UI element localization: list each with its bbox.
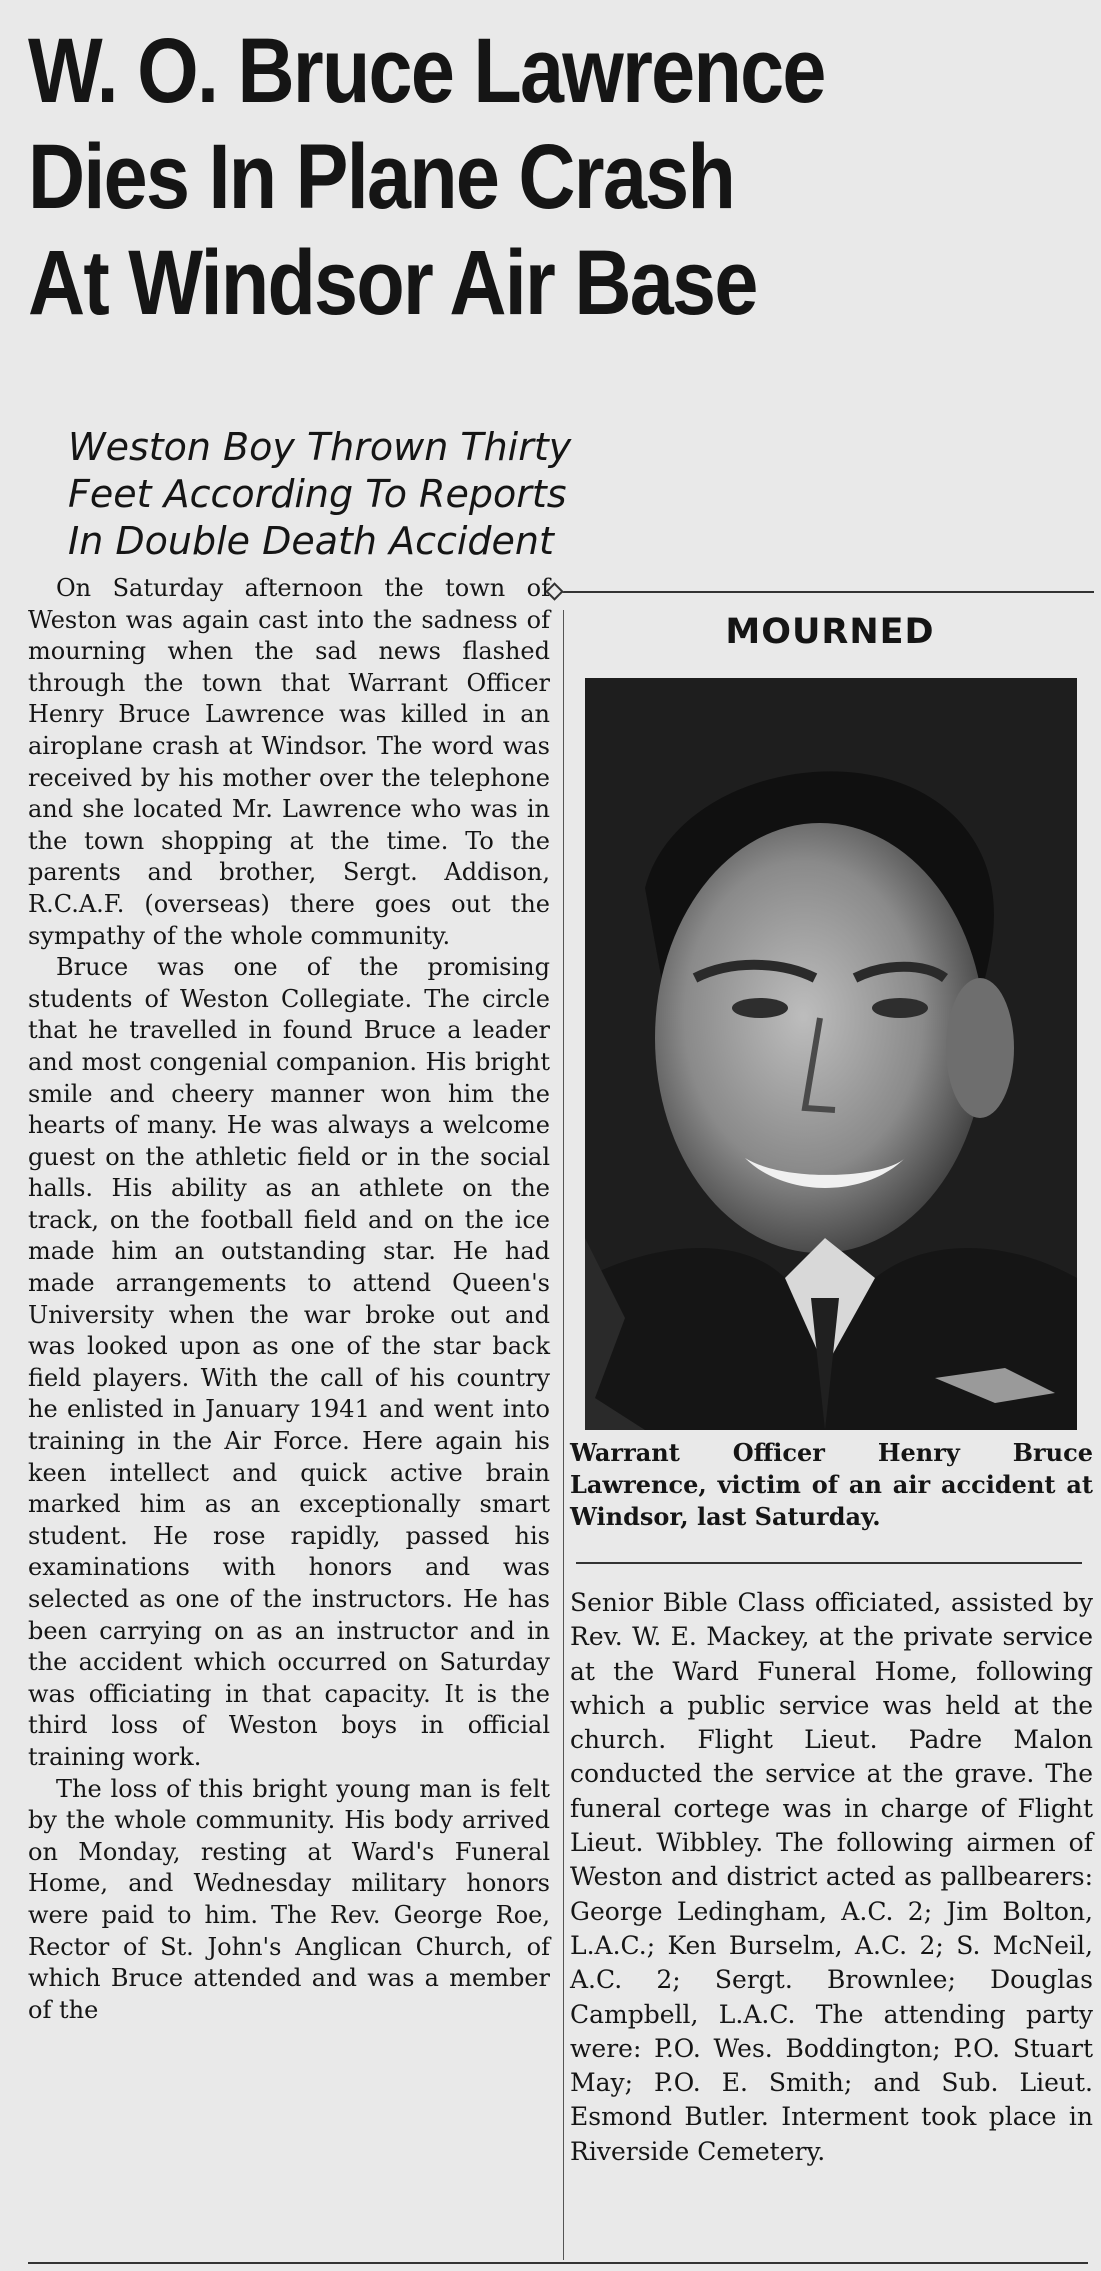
photo-heading: MOURNED [725, 612, 935, 652]
subheadline [68, 424, 628, 565]
portrait-illustration [585, 678, 1077, 1430]
article-paragraph-4: Senior Bible Class officiated, assisted by Rev. W. E. Mackey, at the private service at the Ward Funeral Home, following which a public service was held at the church. Flight Lieut. Padre Malon conducted the service at the grave. The funeral cortege was in charge of Flight Lieut. Wibbley. The following airmen of Weston and district acted as pallbearers: George Ledingham, A.C. 2; Jim Bolton, L.A.C.; Ken Burselm, A.C. 2; S. McNeil, A.C. 2; Sergt. Brownlee; Douglas Campbell, L.A.C. The attending party were: P.O. Wes. Boddington; P.O. Stuart May; P.O. E. Smith; and Sub. Lieut. Esmond Butler. Interment took place in Riverside Cemetery. [570, 1588, 1093, 2166]
article-column-left [28, 573, 550, 2026]
column-separator [563, 610, 564, 2260]
photo-caption: Warrant Officer Henry Bruce Lawrence, victim of an air accident at Windsor, last Saturday. [570, 1438, 1093, 1531]
headline [28, 18, 931, 336]
subheadline-line-3: In Double Death Accident [68, 519, 554, 563]
headline-line-3: At Windsor Air Base [28, 232, 757, 334]
caption-rule [576, 1562, 1082, 1564]
headline-line-1: W. O. Bruce Lawrence [28, 20, 825, 122]
bottom-rule [28, 2262, 1088, 2264]
subheadline-line-2: Feet According To Reports [68, 472, 567, 516]
article-paragraph-1: On Saturday afternoon the town of Weston was again cast into the sadness of mourning when the sad news flashed through the town that Warrant Officer Henry Bruce Lawrence was killed in an airoplane crash at Windsor. The word was received by his mother over the telephone and she located Mr. Lawrence who was in the town shopping at the time. To the parents and brother, Sergt. Addison, R.C.A.F. (overseas) there goes out the sympathy of the whole community. [28, 574, 550, 950]
portrait-photo [585, 678, 1077, 1430]
subheadline-line-1: Weston Boy Thrown Thirty [68, 425, 572, 469]
section-divider [554, 591, 1094, 593]
article-column-right [570, 1586, 1093, 2169]
article-paragraph-2: Bruce was one of the promising students of Weston Collegiate. The circle that he travelled in found Bruce a leader and most congenial companion. His bright smile and cheery manner won him the hearts of many. He was always a welcome guest on the athletic field or in the social halls. His ability as an athlete on the track, on the football field and on the ice made him an outstanding star. He had made arrangements to attend Queen's University when the war broke out and was looked upon as one of the star back field players. With the call of his country he enlisted in January 1941 and went into training in the Air Force. Here again his keen intellect and quick active brain marked him as an exceptionally smart student. He rose rapidly, passed his examinations with honors and was selected as one of the instructors. He has been carrying on as an instructor and in the accident which occurred on Saturday was officiating in that capacity. It is the third loss of Weston boys in official training work. [28, 953, 550, 1771]
headline-line-2: Dies In Plane Crash [28, 126, 735, 228]
article-paragraph-3: The loss of this bright young man is felt by the whole community. His body arrived on Monday, resting at Ward's Funeral Home, and Wednesday military honors were paid to him. The Rev. George Roe, Rector of St. John's Anglican Church, of which Bruce attended and was a member of the [28, 1774, 550, 2024]
